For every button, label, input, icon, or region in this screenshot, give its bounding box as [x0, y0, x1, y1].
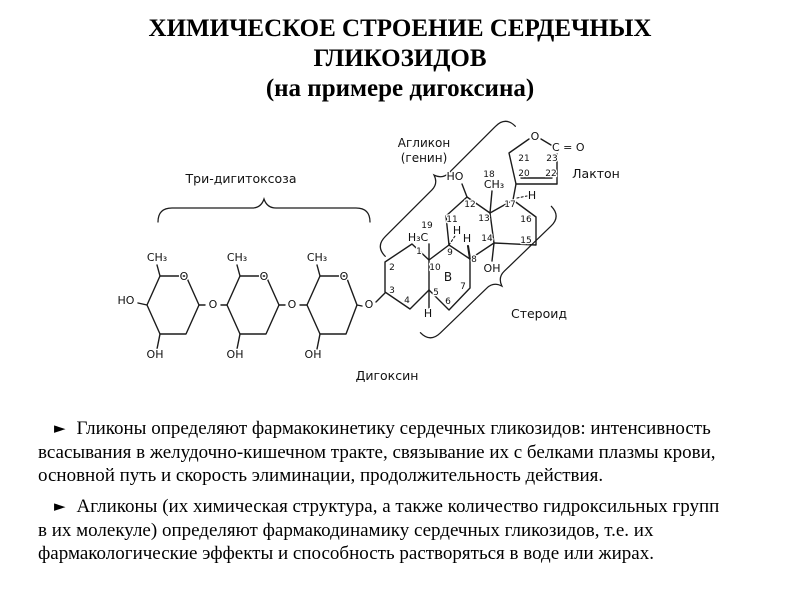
sugar-ring-2	[227, 276, 279, 334]
label-aglycone-line2: (генин)	[400, 151, 448, 165]
c13-methyl-bond	[490, 191, 492, 213]
atom-label: O	[530, 130, 540, 143]
label-aglycone-line1: Агликон	[397, 136, 451, 150]
title-line-3: (на примере дигоксина)	[265, 75, 535, 102]
lactone-o-c23-bond	[541, 139, 551, 145]
slide-title	[0, 14, 800, 104]
atom-label: CH₃	[146, 251, 168, 264]
atom-label: H₃C	[407, 231, 429, 244]
atom-label: 14	[481, 234, 493, 244]
atom-label: OH	[483, 262, 501, 275]
c14-oh-bond	[492, 243, 494, 261]
atom-label: C = O	[552, 141, 585, 154]
atom-label: 20	[518, 169, 530, 179]
paragraph-line: фармакологические эффекты и способность растворяться в воде или жирах.	[38, 543, 654, 564]
atom-labels	[118, 130, 585, 361]
bullet-triangle-icon: ►	[54, 419, 66, 437]
title-line-2: ГЛИКОЗИДОВ	[313, 45, 487, 72]
label-lactone: Лактон	[572, 166, 620, 181]
brace-tri-digitoxose	[158, 199, 370, 222]
bullet-triangle-icon: ►	[54, 497, 66, 515]
atom-label: 10	[429, 263, 441, 273]
grouping-braces	[158, 110, 567, 349]
atom-label: 17	[504, 200, 516, 210]
atom-label: CH₃	[483, 178, 505, 191]
atom-label: H	[462, 232, 472, 245]
atom-label: O	[179, 270, 189, 283]
atom-label: 3	[389, 286, 395, 296]
bullet-text: Агликоны (их химическая структура, а также количество гидроксильных групп	[76, 496, 720, 517]
label-steroid: Стероид	[510, 306, 568, 321]
atom-label: HO	[446, 170, 464, 183]
atom-label: H	[527, 189, 537, 202]
atom-label: 12	[464, 200, 476, 210]
c12-ho-bond	[462, 184, 467, 197]
atom-label: H	[452, 224, 462, 237]
label-digoxin: Дигоксин	[355, 368, 419, 383]
atom-label: 4	[404, 296, 410, 306]
body-text	[38, 417, 788, 573]
atom-label: 16	[520, 215, 532, 225]
atom-label: CH₃	[226, 251, 248, 264]
atom-label: 7	[460, 282, 466, 292]
paragraph-line	[38, 495, 788, 519]
paragraph-line: всасывания в желудочно-кишечном тракте, связывание их с белками плазмы крови,	[38, 442, 716, 463]
atom-label: 15	[520, 236, 532, 246]
paragraph-line: в их молекуле) определяют фармакодинамику сердечных гликозидов, т.е. их	[38, 520, 654, 541]
atom-label: 21	[518, 154, 530, 164]
label-tri-digitoxose: Три-дигитоксоза	[185, 171, 297, 186]
atom-label: OH	[304, 348, 322, 361]
atom-label: O	[208, 298, 218, 311]
atom-label: 22	[545, 169, 557, 179]
atom-label: 8	[471, 255, 477, 265]
paragraph-line: основной путь и скорость элиминации, продолжительность действия.	[38, 465, 604, 486]
atom-label: OH	[146, 348, 164, 361]
atom-label: HO	[117, 294, 135, 307]
atom-label: O	[287, 298, 297, 311]
atom-label: OH	[226, 348, 244, 361]
sugar-ring-3	[307, 276, 357, 334]
sugar-ring-1	[147, 276, 199, 334]
title-line-1: ХИМИЧЕСКОЕ СТРОЕНИЕ СЕРДЕЧНЫХ	[148, 15, 652, 42]
c9-h-dashed-bond	[449, 236, 455, 245]
brace-steroid	[420, 206, 567, 349]
atom-label: O	[364, 298, 374, 311]
atom-label: O	[259, 270, 269, 283]
atom-label: 11	[446, 215, 458, 225]
atom-label: 5	[433, 288, 439, 298]
atom-label: 9	[447, 248, 453, 258]
bullet-paragraph-glycones	[38, 417, 788, 487]
bullet-paragraph-aglycones	[38, 495, 788, 565]
sugar-oh-bonds	[157, 334, 320, 349]
atom-label: CH₃	[306, 251, 328, 264]
paragraph-line	[38, 417, 788, 441]
atom-label: 2	[389, 263, 395, 273]
c17-h-dashed-bond	[517, 196, 527, 198]
atom-label: H	[423, 307, 433, 320]
atom-label: 6	[445, 297, 451, 307]
atom-label: 13	[478, 214, 490, 224]
atom-label: 1	[416, 247, 422, 257]
sugar1-ho-bond	[138, 303, 147, 305]
atom-label: O	[339, 270, 349, 283]
atom-label: 19	[421, 221, 433, 231]
atom-label: 18	[483, 170, 495, 180]
atom-label: 23	[546, 154, 558, 164]
atom-label: B	[443, 270, 453, 284]
bullet-text: Гликоны определяют фармакокинетику сердечных гликозидов: интенсивность	[76, 418, 711, 439]
c17-c20-bond	[513, 184, 516, 200]
